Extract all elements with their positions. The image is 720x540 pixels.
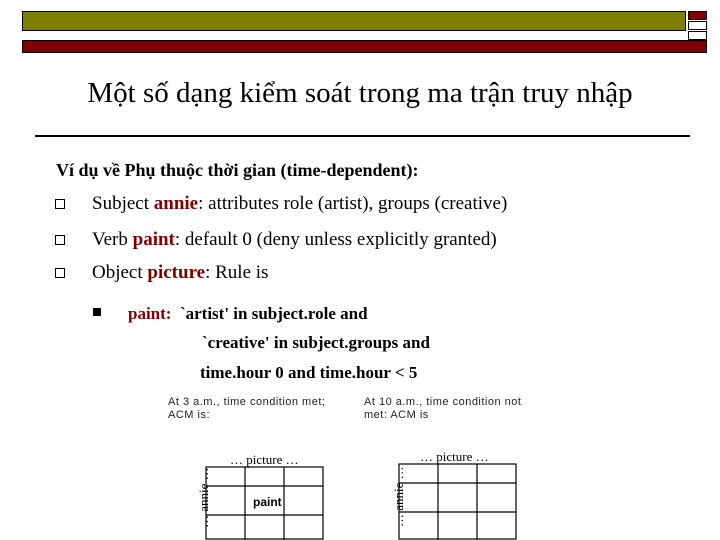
bullet-prefix: Verb	[92, 229, 133, 250]
acm-grid-right	[398, 463, 518, 540]
bullet-keyword: annie	[153, 193, 199, 214]
bullet-keyword: paint	[132, 229, 175, 250]
slide-title: Một số dạng kiểm soát trong ma trận truy nhập	[87, 77, 633, 109]
maroon-band	[22, 40, 707, 53]
bullet-prefix: Subject	[92, 193, 154, 214]
filled-square-bullet-icon	[93, 308, 101, 316]
lead-text: Ví dụ về Phụ thuộc thời gian (time-dependent):	[56, 160, 419, 180]
column-header: … picture …	[420, 449, 489, 464]
square-bullet-icon	[55, 199, 65, 209]
square-bullet-icon	[55, 268, 65, 278]
square-bullet-icon	[55, 235, 65, 245]
decor-square	[688, 21, 707, 30]
acm-cell: paint	[253, 495, 282, 509]
sub-bullet-line3: time.hour 0 and time.hour < 5	[200, 363, 418, 382]
caption-line: ACM is:	[168, 409, 210, 421]
caption-line: At 10 a.m., time condition not	[364, 396, 522, 408]
decor-square	[688, 11, 707, 20]
column-header: … picture …	[230, 452, 299, 467]
row-header: … annie …	[391, 466, 406, 527]
title-divider	[35, 135, 690, 137]
olive-band	[22, 11, 686, 31]
bullet-rest: : default 0 (deny unless explicitly granted)	[174, 229, 497, 250]
row-header: … annie …	[196, 467, 211, 528]
bullet-rest: : Rule is	[205, 262, 269, 283]
sub-bullet-line2: `creative' in subject.groups and	[202, 333, 430, 352]
bullet-prefix: Object	[92, 262, 148, 283]
figure-caption-left	[168, 396, 325, 422]
caption-line: At 3 a.m., time condition met;	[168, 396, 326, 408]
caption-line: met: ACM is	[364, 409, 429, 421]
figure-caption-right	[364, 396, 521, 422]
sub-bullet-prefix: paint:	[128, 304, 172, 323]
decor-square	[688, 31, 707, 40]
bullet-keyword: picture	[147, 262, 206, 283]
bullet-rest: : attributes role (artist), groups (creative)	[198, 193, 508, 214]
sub-bullet-line1: `artist' in subject.role and	[179, 304, 368, 323]
header-decoration	[22, 11, 707, 41]
